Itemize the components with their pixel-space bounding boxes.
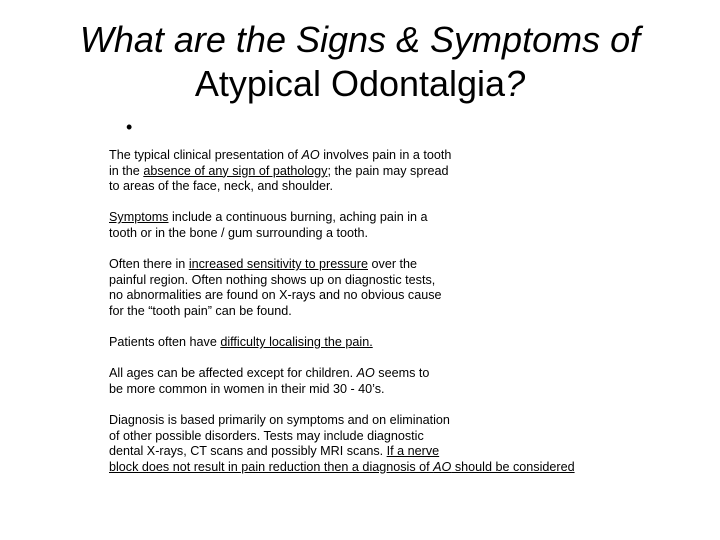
text-line: [109, 366, 709, 382]
text-run: seems to: [374, 366, 430, 381]
ao-abbreviation: AO: [433, 459, 452, 474]
text-line: [109, 335, 709, 351]
slide-title-line2: [0, 62, 720, 106]
text-line: [109, 164, 709, 180]
underlined-phrase: If a nerve: [386, 444, 440, 459]
text-run: over the: [368, 257, 418, 272]
text-run: in the: [109, 163, 144, 178]
ao-abbreviation: AO: [301, 148, 320, 162]
text-line: [109, 148, 709, 164]
text-line: [109, 460, 709, 476]
text-run: should be considered: [451, 459, 575, 474]
text-run: dental X-rays, CT scans and possibly MRI scans.: [109, 444, 387, 459]
text-line: [109, 257, 709, 273]
slide-title: [0, 18, 720, 106]
ao-abbreviation: AO: [356, 366, 375, 381]
text-line: painful region. Often nothing shows up on diagnostic tests,: [109, 272, 436, 287]
paragraph-presentation: [109, 148, 709, 195]
text-run: Often there in: [109, 257, 189, 272]
slide-title-line2-text: Atypical Odontalgia: [194, 63, 506, 104]
text-line: [109, 444, 709, 460]
underlined-phrase: difficulty localising the pain.: [220, 335, 373, 350]
underlined-phrase: absence of any sign of pathology: [143, 163, 328, 178]
paragraph-symptoms: [109, 210, 709, 241]
bullet-point: •: [126, 117, 133, 137]
text-line: [109, 210, 709, 226]
text-run: include a continuous burning, aching pain in a: [168, 210, 428, 225]
text-run: block does not result in pain reduction then a diagnosis of: [109, 459, 434, 474]
slide-title-line1: What are the Signs & Symptoms of: [79, 19, 641, 60]
text-line: Diagnosis is based primarily on symptoms and on elimination: [109, 413, 450, 428]
text-line: to areas of the face, neck, and shoulder.: [109, 179, 334, 194]
paragraph-localising: [109, 335, 709, 351]
underlined-phrase: Symptoms: [109, 210, 169, 225]
text-line: for the “tooth pain” can be found.: [109, 303, 292, 318]
text-line: no abnormalities are found on X-rays and no obvious cause: [109, 288, 442, 303]
paragraph-sensitivity: [109, 257, 709, 319]
text-run: All ages can be affected except for children.: [109, 366, 357, 381]
text-run: involves pain in a tooth: [319, 148, 452, 162]
slide-body: [109, 148, 709, 491]
text-run: The typical clinical presentation of: [109, 148, 302, 162]
text-line: tooth or in the bone / gum surrounding a tooth.: [109, 225, 369, 240]
underlined-phrase: increased sensitivity to pressure: [188, 257, 369, 272]
text-run: Patients often have: [109, 335, 221, 350]
paragraph-diagnosis: [109, 413, 709, 475]
text-run: ; the pain may spread: [327, 163, 449, 178]
text-line: of other possible disorders. Tests may include diagnostic: [109, 428, 424, 443]
text-line: be more common in women in their mid 30 - 40’s.: [109, 381, 385, 396]
slide-title-question-mark: ?: [505, 63, 526, 104]
paragraph-ages: [109, 366, 709, 397]
